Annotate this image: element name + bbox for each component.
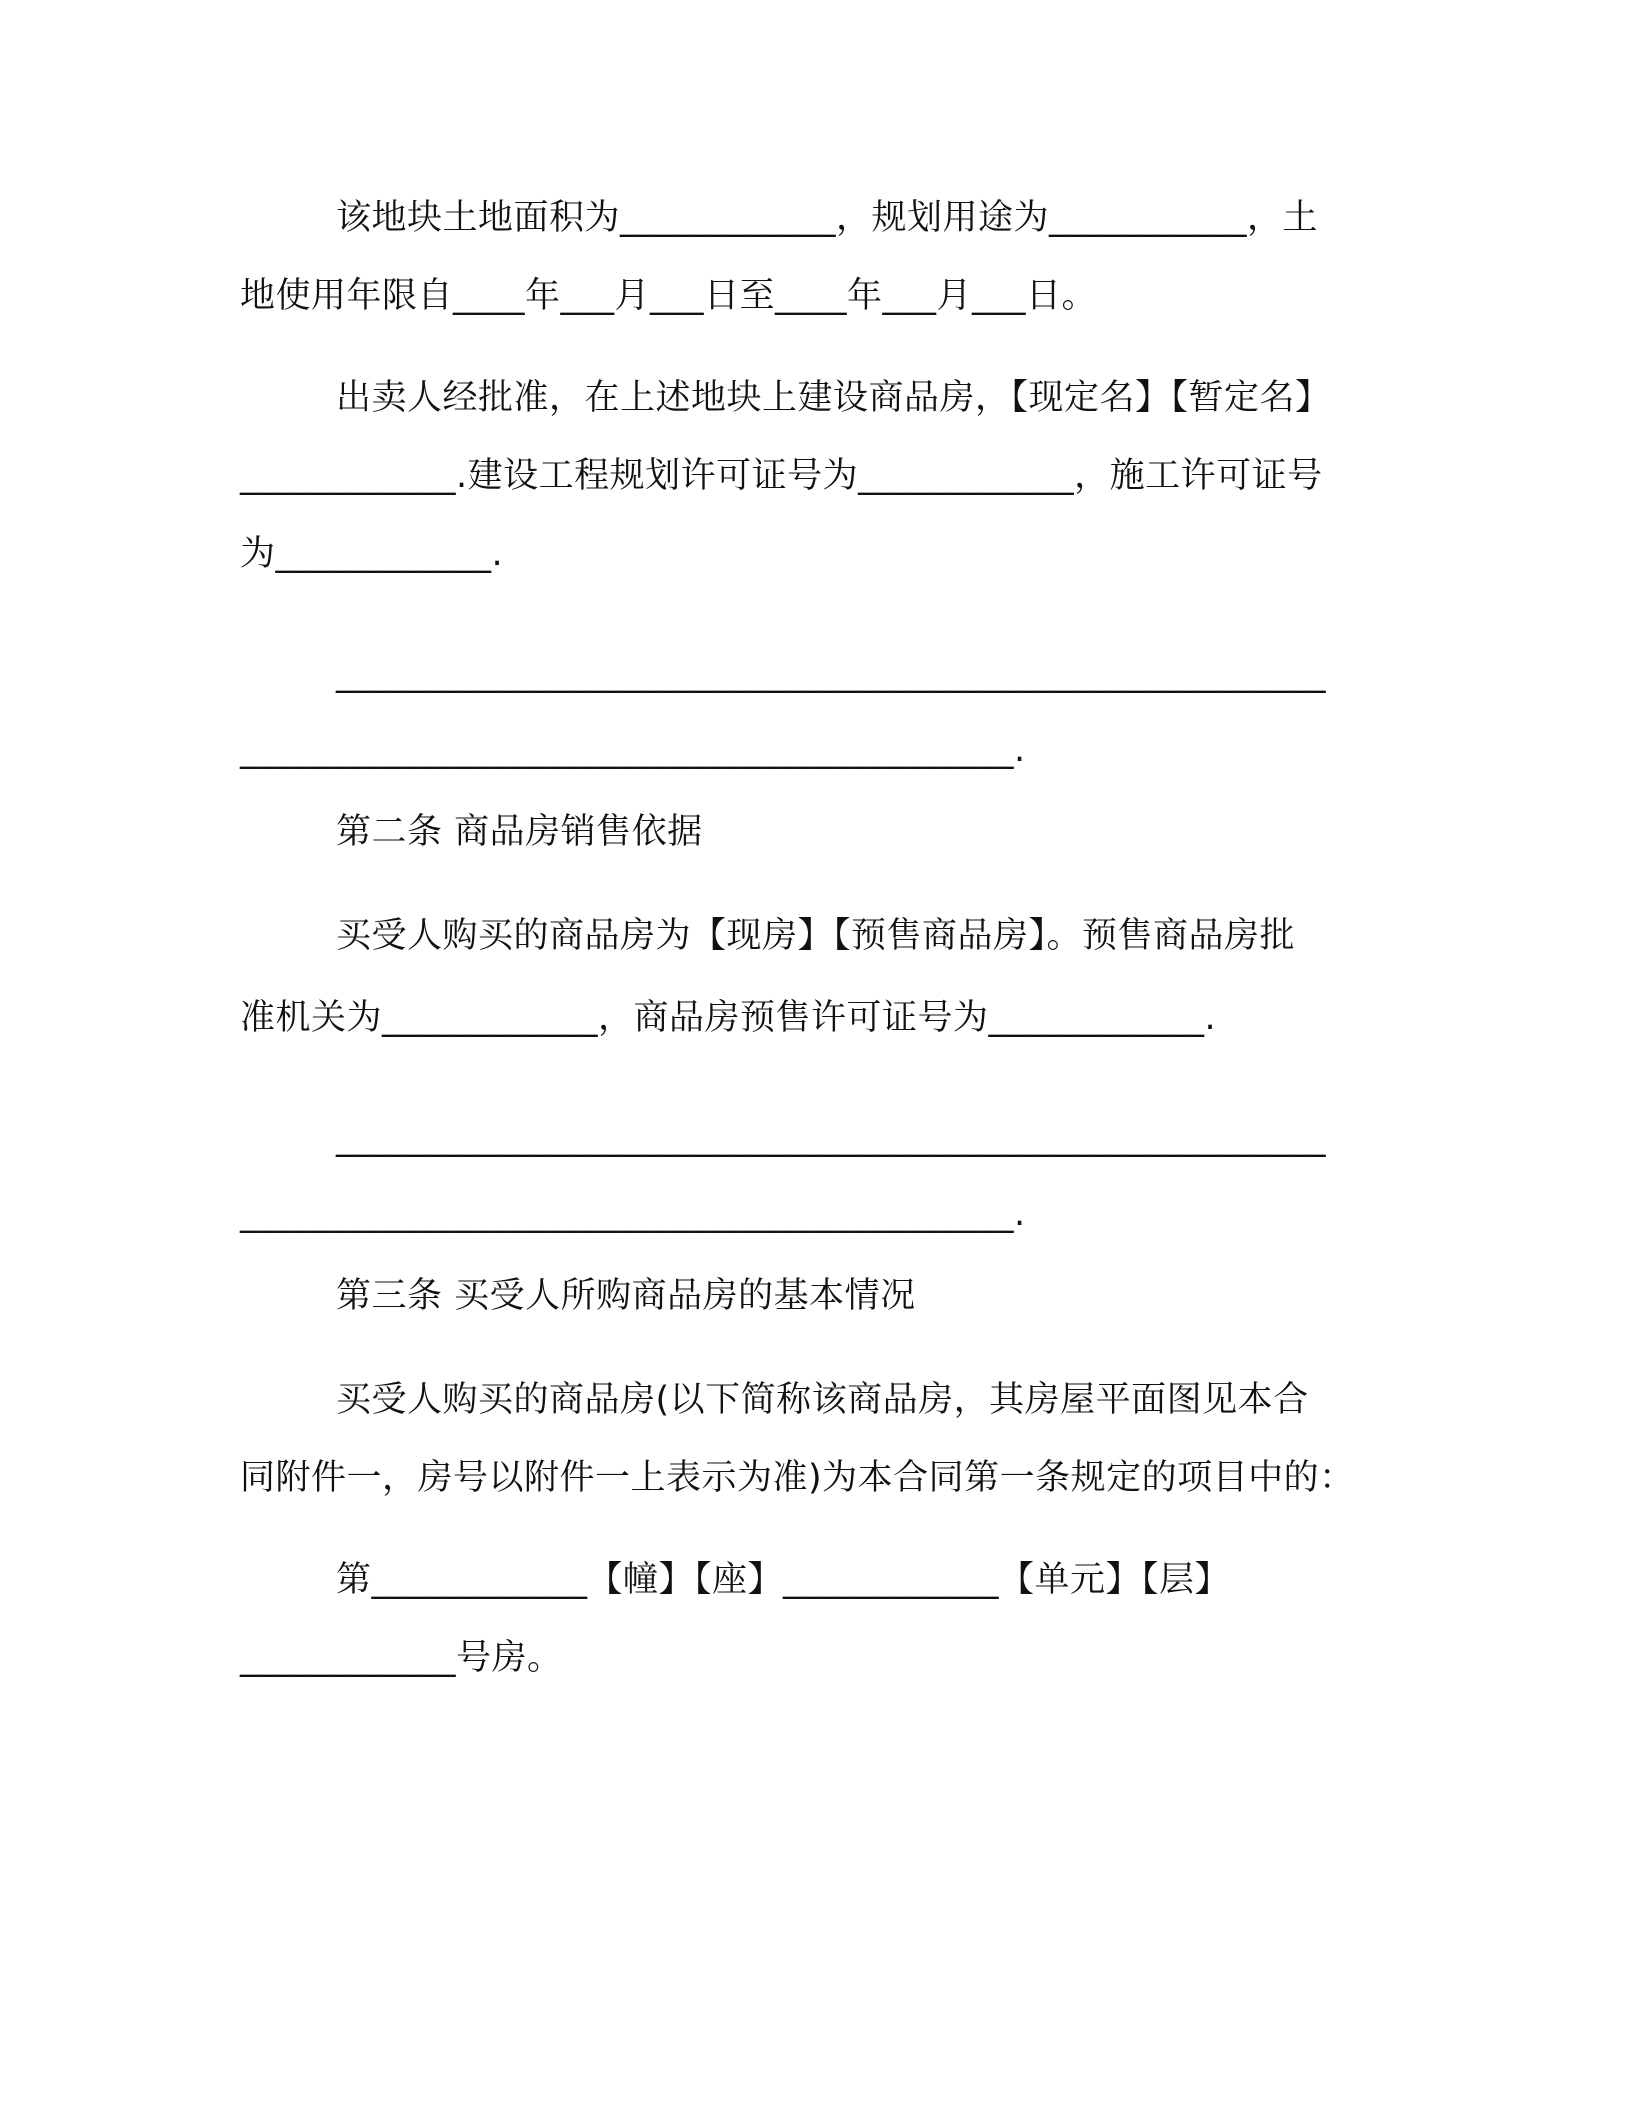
blank-fill-line: _______________________________________________________ (336, 654, 1326, 694)
house-number-line-end: ____________号房。 (240, 1638, 563, 1678)
seller-approval-line: 出卖人经批准，在上述地块上建设商品房，【现定名】【暂定名】 (336, 378, 1331, 418)
house-description-line: 买受人购买的商品房(以下简称该商品房，其房屋平面图见本合 (336, 1380, 1309, 1420)
blank-fill-line-end: ___________________________________________. (240, 1194, 1026, 1234)
house-number-line: 第____________【幢】【座】____________【单元】【层】 (336, 1560, 1231, 1600)
sale-basis-line: 买受人购买的商品房为【现房】【预售商品房】。预售商品房批 (336, 916, 1296, 956)
blank-fill-line-end: ___________________________________________. (240, 730, 1026, 770)
presale-permit-line: 准机关为____________，商品房预售许可证号为____________. (240, 998, 1217, 1038)
planning-permit-line: ____________.建设工程规划许可证号为____________，施工许可证号 (240, 456, 1323, 496)
house-description-line-cont: 同附件一，房号以附件一上表示为准)为本合同第一条规定的项目中的： (240, 1458, 1355, 1498)
blank-fill-line: _______________________________________________________ (336, 1118, 1326, 1158)
article-three-heading: 第三条 买受人所购商品房的基本情况 (336, 1276, 916, 1316)
construction-permit-line: 为____________. (240, 534, 504, 574)
land-area-line: 该地块土地面积为____________，规划用途为___________，土 (336, 198, 1319, 238)
article-two-heading: 第二条 商品房销售依据 (336, 812, 703, 852)
land-use-period-line: 地使用年限自____年___月___日至____年___月___日。 (240, 276, 1098, 316)
